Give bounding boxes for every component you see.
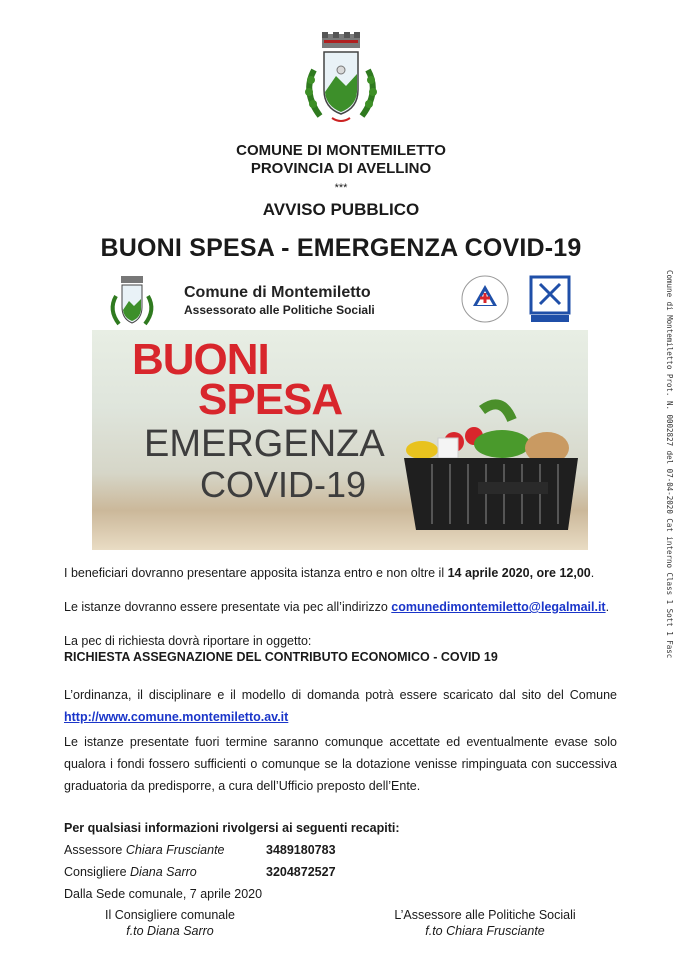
signature-right — [380, 907, 590, 939]
protocol-stamp: Comune di Montemiletto Prot. N. 0002827 del 07-04-2020 Cat interno Class 1 Sott 1 Fasc — [665, 270, 674, 659]
banner-text-buoni: BUONI — [132, 335, 269, 384]
website-link[interactable]: http://www.comune.montemiletto.av.it — [64, 710, 289, 724]
banner-image — [92, 268, 588, 550]
paragraph-download-link — [64, 709, 617, 725]
contact-role: Consigliere — [64, 865, 131, 879]
banner-org-name: Comune di Montemiletto — [184, 284, 371, 301]
contact-phone-consigliere: 3204872527 — [266, 865, 336, 879]
contact-role: Assessore — [64, 843, 126, 857]
paragraph-pec — [64, 599, 624, 615]
oggetto-intro: La pec di richiesta dovrà riportare in oggetto: — [64, 634, 312, 648]
signature-left — [90, 907, 250, 939]
banner-text-spesa: SPESA — [198, 375, 343, 424]
paragraph-late-applications: Le istanze presentate fuori termine saranno comunque accettate ed eventualmente evase solo qualora i fondi fossero sufficienti o comunque se la dotazione venisse rimpinguata con successiva graduatoria da predisporre, a cura dell’Ufficio preposto dell’Ente. — [64, 735, 617, 793]
deadline-period: . — [590, 566, 595, 580]
pec-period: . — [605, 600, 610, 614]
comune-heading: COMUNE DI MONTEMILETTO — [236, 142, 446, 159]
banner-text-covid: COVID-19 — [200, 464, 367, 505]
date-line: Dalla Sede comunale, 7 aprile 2020 — [64, 887, 263, 901]
paragraph-deadline — [64, 565, 624, 581]
banner-header-strip — [92, 268, 588, 330]
separator-stars: *** — [334, 182, 348, 194]
banner-org-subtitle: Assessorato alle Politiche Sociali — [184, 303, 375, 317]
banner-photo — [92, 330, 588, 550]
banner-text-emergenza: EMERGENZA — [144, 423, 385, 465]
pec-text: Le istanze dovranno essere presentate via pec all’indirizzo — [64, 600, 392, 614]
signature-left-role: Il Consigliere comunale — [105, 908, 235, 922]
signature-right-name: f.to Chiara Frusciante — [425, 924, 545, 938]
avviso-heading: AVVISO PUBBLICO — [262, 200, 420, 219]
contact-name: Chiara Frusciante — [125, 843, 225, 857]
signature-left-name: f.to Diana Sarro — [126, 924, 214, 938]
signature-right-role: L’Assessore alle Politiche Sociali — [394, 908, 576, 922]
contact-name: Diana Sarro — [130, 865, 197, 879]
contact-row-assessore — [64, 842, 225, 858]
regione-campania-logo — [528, 274, 572, 324]
contacts-heading: Per qualsiasi informazioni rivolgersi ai seguenti recapiti: — [64, 821, 400, 835]
protezione-civile-logo — [460, 274, 510, 324]
contact-row-consigliere — [64, 864, 197, 880]
deadline-date: 14 aprile 2020, ore 12,00 — [447, 566, 591, 580]
page-title: BUONI SPESA - EMERGENZA COVID-19 — [100, 234, 582, 262]
coat-of-arms-logo — [296, 30, 386, 130]
coat-of-arms-small-icon — [104, 274, 160, 330]
deadline-text: I beneficiari dovranno presentare apposita istanza entro e non oltre il — [64, 566, 448, 580]
oggetto-subject: RICHIESTA ASSEGNAZIONE DEL CONTRIBUTO ECONOMICO - COVID 19 — [64, 650, 498, 664]
provincia-heading: PROVINCIA DI AVELLINO — [250, 160, 432, 177]
shopping-basket-icon — [382, 370, 582, 540]
paragraph-download-text: L’ordinanza, il disciplinare e il modello di domanda potrà essere scaricato dal sito del Comune — [64, 688, 617, 702]
paragraph-oggetto — [64, 633, 624, 665]
pec-email-link[interactable]: comunedimontemiletto@legalmail.it — [391, 600, 606, 614]
contact-phone-assessore: 3489180783 — [266, 843, 336, 857]
